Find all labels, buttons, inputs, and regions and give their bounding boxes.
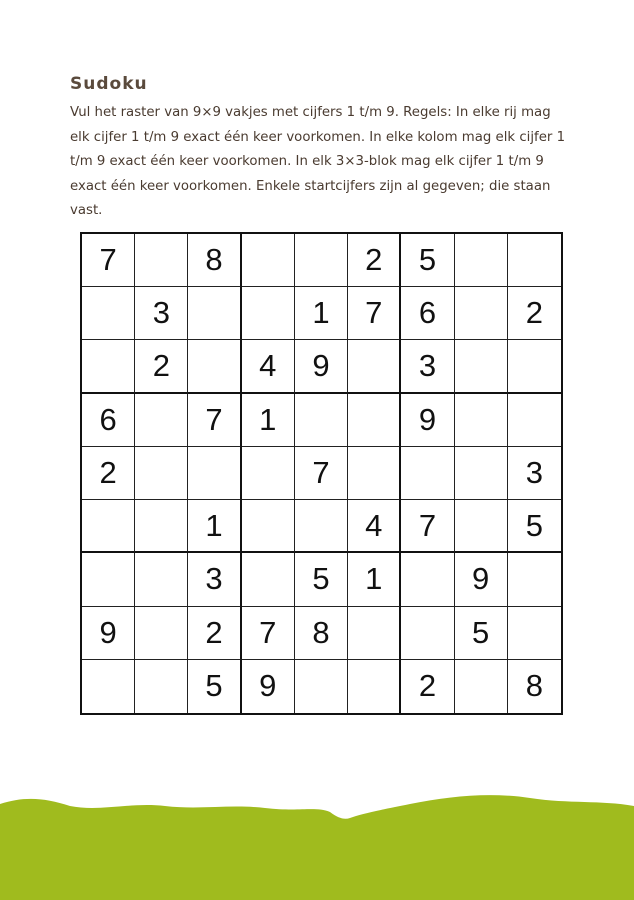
given-cell: 2 xyxy=(401,660,454,713)
empty-cell[interactable] xyxy=(455,394,508,447)
given-cell: 9 xyxy=(455,553,508,606)
given-cell: 9 xyxy=(82,607,135,660)
empty-cell[interactable] xyxy=(135,607,188,660)
empty-cell[interactable] xyxy=(82,500,135,553)
given-cell: 5 xyxy=(455,607,508,660)
empty-cell[interactable] xyxy=(135,394,188,447)
empty-cell[interactable] xyxy=(455,340,508,393)
empty-cell[interactable] xyxy=(135,660,188,713)
empty-cell[interactable] xyxy=(508,553,561,606)
given-cell: 7 xyxy=(82,234,135,287)
given-cell: 7 xyxy=(242,607,295,660)
given-cell: 6 xyxy=(401,287,454,340)
empty-cell[interactable] xyxy=(455,447,508,500)
given-cell: 3 xyxy=(135,287,188,340)
empty-cell[interactable] xyxy=(508,234,561,287)
empty-cell[interactable] xyxy=(348,340,401,393)
given-cell: 5 xyxy=(188,660,241,713)
empty-cell[interactable] xyxy=(401,607,454,660)
empty-cell[interactable] xyxy=(82,553,135,606)
given-cell: 2 xyxy=(348,234,401,287)
given-cell: 1 xyxy=(348,553,401,606)
empty-cell[interactable] xyxy=(82,340,135,393)
given-cell: 5 xyxy=(401,234,454,287)
empty-cell[interactable] xyxy=(401,447,454,500)
empty-cell[interactable] xyxy=(455,234,508,287)
empty-cell[interactable] xyxy=(295,394,348,447)
empty-cell[interactable] xyxy=(348,394,401,447)
given-cell: 1 xyxy=(295,287,348,340)
given-cell: 8 xyxy=(295,607,348,660)
given-cell: 3 xyxy=(401,340,454,393)
given-cell: 1 xyxy=(242,394,295,447)
empty-cell[interactable] xyxy=(135,500,188,553)
empty-cell[interactable] xyxy=(82,660,135,713)
empty-cell[interactable] xyxy=(455,287,508,340)
given-cell: 9 xyxy=(401,394,454,447)
empty-cell[interactable] xyxy=(455,660,508,713)
empty-cell[interactable] xyxy=(242,500,295,553)
given-cell: 7 xyxy=(295,447,348,500)
given-cell: 2 xyxy=(188,607,241,660)
given-cell: 7 xyxy=(348,287,401,340)
given-cell: 7 xyxy=(401,500,454,553)
empty-cell[interactable] xyxy=(242,447,295,500)
given-cell: 5 xyxy=(295,553,348,606)
given-cell: 6 xyxy=(82,394,135,447)
empty-cell[interactable] xyxy=(508,394,561,447)
empty-cell[interactable] xyxy=(348,607,401,660)
given-cell: 7 xyxy=(188,394,241,447)
empty-cell[interactable] xyxy=(135,234,188,287)
empty-cell[interactable] xyxy=(82,287,135,340)
empty-cell[interactable] xyxy=(242,234,295,287)
empty-cell[interactable] xyxy=(188,340,241,393)
given-cell: 1 xyxy=(188,500,241,553)
empty-cell[interactable] xyxy=(508,607,561,660)
given-cell: 2 xyxy=(508,287,561,340)
sudoku-grid xyxy=(80,232,563,715)
given-cell: 3 xyxy=(508,447,561,500)
empty-cell[interactable] xyxy=(348,660,401,713)
empty-cell[interactable] xyxy=(188,287,241,340)
empty-cell[interactable] xyxy=(242,553,295,606)
instructions-text: Vul het raster van 9×9 vakjes met cijfers 1 t/m 9. Regels: In elke rij mag elk cijfer 1 t/m 9 exact één keer voorkomen. In elke kolom mag elk cijfer 1 t/m 9 exact één keer voorkomen. In elk 3×3-blok mag elk cijfer 1 t/m 9 exact één keer voorkomen. Enkele startcijfers zijn al gegeven; die staan vast. xyxy=(70,105,566,218)
given-cell: 8 xyxy=(508,660,561,713)
empty-cell[interactable] xyxy=(295,500,348,553)
given-cell: 5 xyxy=(508,500,561,553)
hill-shape xyxy=(0,795,634,900)
green-hills-decoration xyxy=(0,790,634,900)
given-cell: 9 xyxy=(242,660,295,713)
empty-cell[interactable] xyxy=(135,553,188,606)
empty-cell[interactable] xyxy=(455,500,508,553)
given-cell: 2 xyxy=(82,447,135,500)
empty-cell[interactable] xyxy=(295,660,348,713)
empty-cell[interactable] xyxy=(188,447,241,500)
empty-cell[interactable] xyxy=(135,447,188,500)
given-cell: 3 xyxy=(188,553,241,606)
page-title: Sudoku xyxy=(70,74,148,94)
given-cell: 8 xyxy=(188,234,241,287)
given-cell: 2 xyxy=(135,340,188,393)
empty-cell[interactable] xyxy=(508,340,561,393)
empty-cell[interactable] xyxy=(242,287,295,340)
empty-cell[interactable] xyxy=(295,234,348,287)
given-cell: 4 xyxy=(242,340,295,393)
empty-cell[interactable] xyxy=(401,553,454,606)
given-cell: 4 xyxy=(348,500,401,553)
empty-cell[interactable] xyxy=(348,447,401,500)
given-cell: 9 xyxy=(295,340,348,393)
